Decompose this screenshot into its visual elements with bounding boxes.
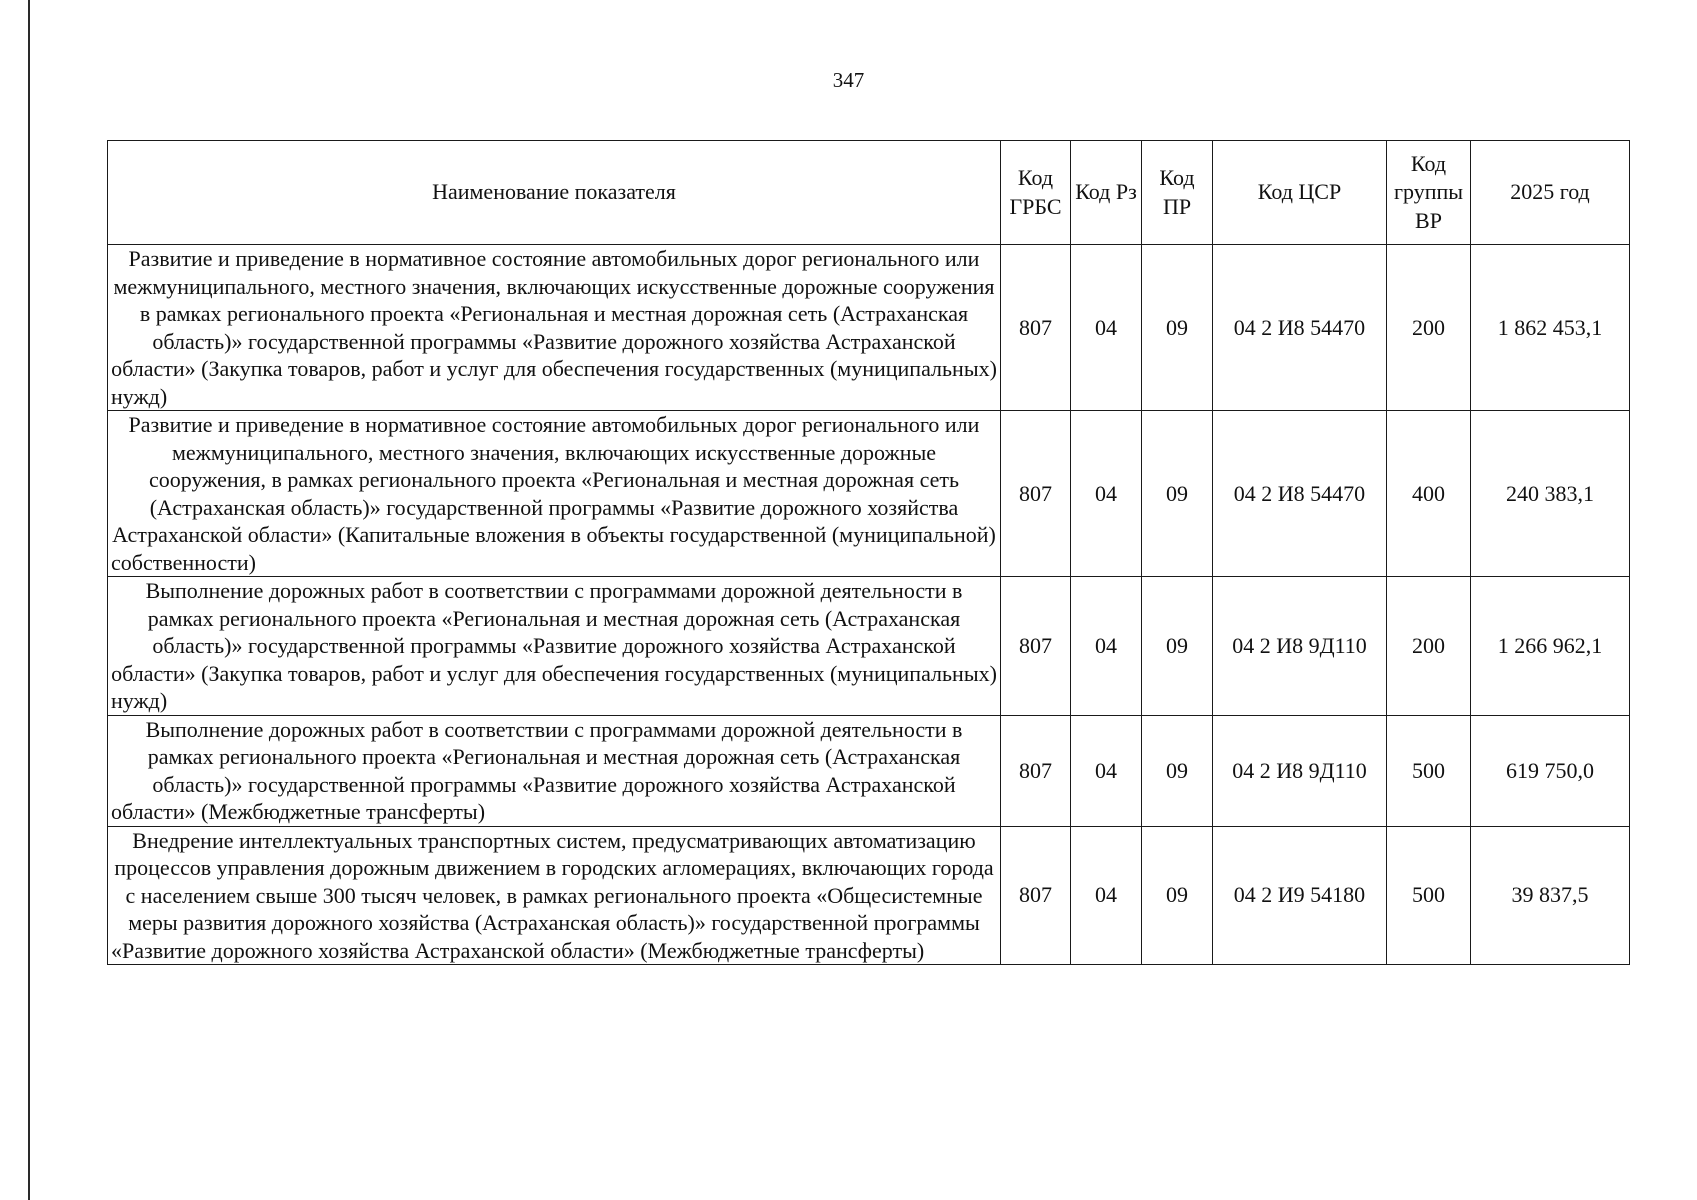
header-name: Наименование показателя [108,141,1001,245]
row-pr: 09 [1142,245,1213,411]
row-vr: 500 [1387,826,1471,965]
budget-table [107,140,1630,965]
row-csr: 04 2 И8 9Д110 [1213,715,1387,826]
row-name: Выполнение дорожных работ в соответствии с программами дорожной деятельности в рамках регионального проекта «Региональная и местная дорожная сеть (Астраханская область)» государственной программы «Развитие дорожного хозяйства Астраханской области» (Межбюджетные трансферты) [108,715,1001,826]
row-rz: 04 [1071,245,1142,411]
table-row [108,715,1630,826]
row-name: Развитие и приведение в нормативное состояние автомобильных дорог регионального или межмуниципального, местного значения, включающих искусственные дорожные сооружения в рамках регионального проекта «Региональная и местная дорожная сеть (Астраханская область)» государственной программы «Развитие дорожного хозяйства Астраханской области» (Закупка товаров, работ и услуг для обеспечения государственных (муниципальных) нужд) [108,245,1001,411]
table-row [108,245,1630,411]
row-name: Внедрение интеллектуальных транспортных систем, предусматривающих автоматизацию процессов управления дорожным движением в городских агломерациях, включающих города с населением свыше 300 тысяч человек, в рамках регионального проекта «Общесистемные меры развития дорожного хозяйства (Астраханская область)» государственной программы «Развитие дорожного хозяйства Астраханской области» (Межбюджетные трансферты) [108,826,1001,965]
row-csr: 04 2 И9 54180 [1213,826,1387,965]
row-vr: 500 [1387,715,1471,826]
row-grbs: 807 [1001,245,1071,411]
row-amount: 1 862 453,1 [1471,245,1630,411]
row-amount: 39 837,5 [1471,826,1630,965]
header-year: 2025 год [1471,141,1630,245]
row-amount: 619 750,0 [1471,715,1630,826]
row-csr: 04 2 И8 54470 [1213,245,1387,411]
row-grbs: 807 [1001,715,1071,826]
row-vr: 400 [1387,411,1471,577]
header-grbs: Код ГРБС [1001,141,1071,245]
table-header-row [108,141,1630,245]
row-vr: 200 [1387,245,1471,411]
table-row [108,411,1630,577]
page-number: 347 [832,68,865,92]
table-row [108,577,1630,716]
row-pr: 09 [1142,411,1213,577]
row-name: Выполнение дорожных работ в соответствии с программами дорожной деятельности в рамках регионального проекта «Региональная и местная дорожная сеть (Астраханская область)» государственной программы «Развитие дорожного хозяйства Астраханской области» (Закупка товаров, работ и услуг для обеспечения государственных (муниципальных) нужд) [108,577,1001,716]
row-rz: 04 [1071,411,1142,577]
header-rz: Код Рз [1071,141,1142,245]
row-rz: 04 [1071,577,1142,716]
row-csr: 04 2 И8 54470 [1213,411,1387,577]
row-pr: 09 [1142,715,1213,826]
header-csr: Код ЦСР [1213,141,1387,245]
row-vr: 200 [1387,577,1471,716]
row-grbs: 807 [1001,577,1071,716]
header-vr: Код группы ВР [1387,141,1471,245]
row-name: Развитие и приведение в нормативное состояние автомобильных дорог регионального или межмуниципального, местного значения, включающих искусственные дорожные сооружения, в рамках регионального проекта «Региональная и местная дорожная сеть (Астраханская область)» государственной программы «Развитие дорожного хозяйства Астраханской области» (Капитальные вложения в объекты государственной (муниципальной) собственности) [108,411,1001,577]
binding-margin-line [28,0,30,1200]
row-rz: 04 [1071,826,1142,965]
header-pr: Код ПР [1142,141,1213,245]
row-rz: 04 [1071,715,1142,826]
row-pr: 09 [1142,577,1213,716]
row-amount: 240 383,1 [1471,411,1630,577]
table-row [108,826,1630,965]
row-csr: 04 2 И8 9Д110 [1213,577,1387,716]
row-grbs: 807 [1001,411,1071,577]
row-pr: 09 [1142,826,1213,965]
row-amount: 1 266 962,1 [1471,577,1630,716]
row-grbs: 807 [1001,826,1071,965]
